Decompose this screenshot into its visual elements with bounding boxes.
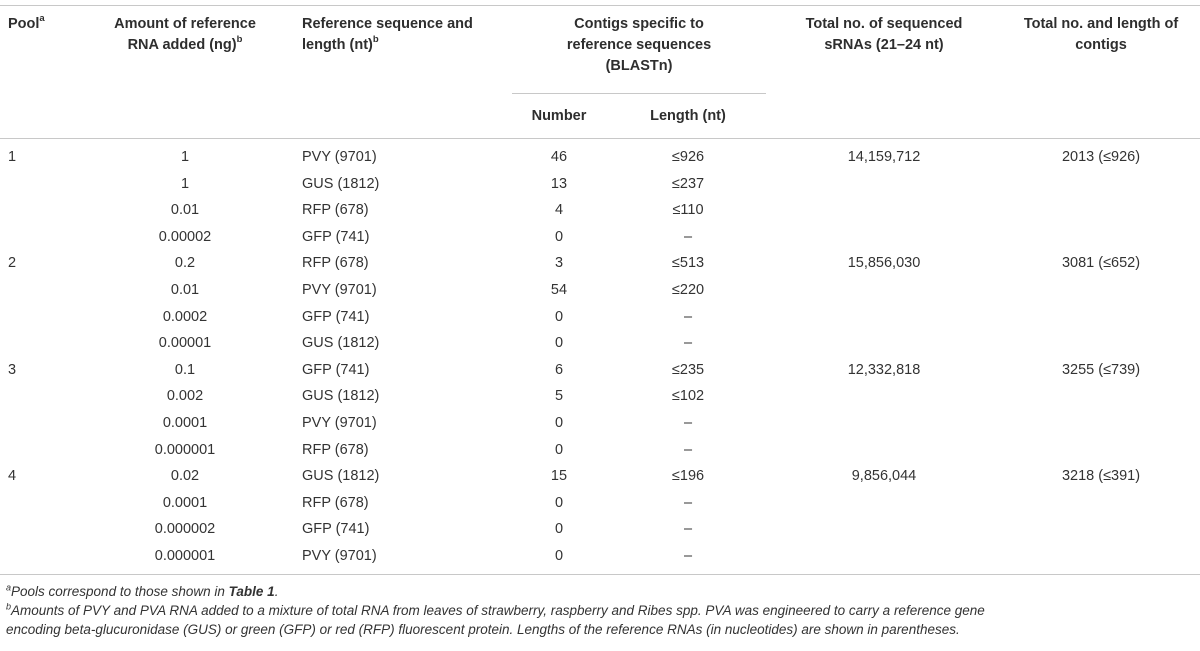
cell-amount: 0.02 [170,468,200,485]
footnote-a: $^a$Pools correspond to those shown in Table 1. [6,582,279,599]
cell-length: ≤110 [672,202,704,219]
cell-total-srnas: 12,332,818 [847,361,921,378]
cell-length: ≤237 [671,175,705,192]
cell-number: 6 [554,361,564,378]
cell-length: – [683,228,693,245]
cell-length: ≤235 [671,361,705,378]
cell-amount: 0.000001 [154,441,216,458]
cell-total-contigs: 2013 (≤926) [1061,149,1141,165]
cell-length: ≤196 [671,468,705,485]
cell-length: ≤926 [671,149,705,165]
cell-number: 0 [554,494,564,511]
cell-reference: RFP (678) [302,441,369,458]
cell-reference: GUS (1812) [302,335,380,352]
cell-total-srnas: 15,856,030 [847,255,921,272]
header-number: Number [531,108,587,124]
header-total-srnas: Total no. of sequenced sRNAs (21–24 nt) [805,16,963,53]
header-total-contigs: Total no. and length of contigs [1023,16,1179,53]
cell-amount: 0.2 [174,255,196,272]
cell-reference: RFP (678) [302,255,369,272]
cell-reference: GUS (1812) [302,388,380,405]
cell-number: 4 [554,202,564,219]
cell-pool: 3 [8,361,17,378]
cell-number: 0 [554,548,564,564]
cell-reference: GFP (741) [302,308,370,325]
cell-number: 46 [550,149,568,165]
table-top-rule [0,5,1200,6]
cell-reference: GFP (741) [302,361,370,378]
cell-reference: RFP (678) [302,494,369,511]
cell-number: 3 [554,255,564,272]
cell-amount: 0.00002 [158,228,212,245]
cell-length: – [683,335,693,352]
cell-reference: PVY (9701) [302,149,377,165]
cell-length: ≤513 [671,255,705,272]
cell-total-contigs: 3218 (≤391) [1061,468,1141,485]
cell-amount: 0.01 [170,282,200,298]
cell-number: 5 [554,388,564,405]
cell-number: 15 [550,468,568,485]
cell-pool: 1 [8,149,17,165]
cell-total-srnas: 9,856,044 [851,468,917,485]
cell-total-contigs: 3081 (≤652) [1061,255,1141,272]
cell-length: – [683,494,693,511]
cell-pool: 4 [8,468,17,485]
cell-amount: 0.000001 [154,548,216,564]
cell-reference: PVY (9701) [302,548,377,564]
cell-amount: 0.0001 [162,415,208,431]
cell-amount: 1 [180,175,190,192]
cell-number: 54 [550,282,568,298]
cell-total-contigs: 3255 (≤739) [1061,361,1141,378]
header-contigs-specific: Contigs specific to reference sequences (BLASTn) [566,16,712,74]
cell-length: – [683,548,693,564]
cell-length: – [683,415,693,431]
cell-reference: RFP (678) [302,202,369,219]
cell-length: ≤102 [671,388,705,405]
cell-reference: GFP (741) [302,228,370,245]
cell-number: 0 [554,521,564,538]
contigs-spanner-rule [512,93,766,94]
header-reference-sequence: Reference sequence and length (nt)$^b$ [302,16,473,53]
cell-pool: 2 [8,255,17,272]
cell-length: – [683,308,693,325]
table-bottom-rule [0,574,1200,575]
cell-amount: 0.000002 [154,521,216,538]
cell-amount: 0.01 [170,202,200,219]
footnote-b: $^b$Amounts of PVY and PVA RNA added to a mixture of total RNA from leaves of strawberry, raspberry and Ribes spp. PVA was engineered to carry a reference gene encoding beta-glucuronidase (GUS) or green (GFP) or red (RFP) fluorescent protein. Lengths of the reference RNAs (in nucleotides) are shown in parentheses. [6,601,985,637]
header-bottom-rule [0,138,1200,139]
cell-reference: GFP (741) [302,521,370,538]
cell-amount: 0.0001 [162,494,208,511]
cell-length: – [683,441,693,458]
cell-number: 13 [550,175,568,192]
cell-number: 0 [554,228,564,245]
cell-number: 0 [554,308,564,325]
cell-reference: PVY (9701) [302,282,377,298]
cell-reference: GUS (1812) [302,468,380,485]
cell-length: ≤220 [671,282,705,298]
cell-number: 0 [554,441,564,458]
cell-total-srnas: 14,159,712 [847,149,921,165]
cell-amount: 0.1 [174,361,196,378]
header-amount: Amount of reference RNA added (ng)$^b$ [114,16,256,53]
cell-number: 0 [554,335,564,352]
cell-reference: GUS (1812) [302,175,380,192]
cell-amount: 0.002 [166,388,204,405]
cell-length: – [683,521,693,538]
cell-amount: 0.00001 [158,335,212,352]
cell-number: 0 [554,415,564,431]
cell-amount: 0.0002 [162,308,208,325]
cell-amount: 1 [180,149,190,165]
header-length: Length (nt) [650,108,726,124]
header-pool: Pool$^a$ [8,13,45,32]
cell-reference: PVY (9701) [302,415,377,431]
